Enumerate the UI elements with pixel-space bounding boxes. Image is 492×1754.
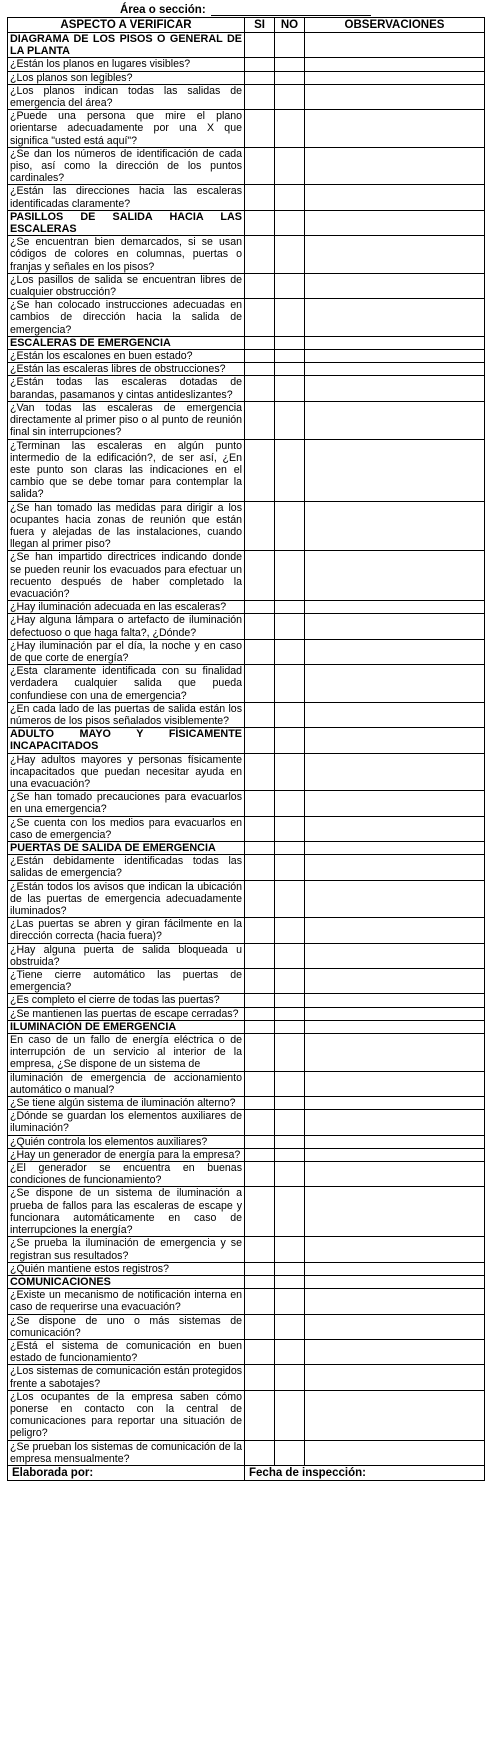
observations-cell[interactable] — [305, 376, 485, 401]
section-row — [8, 1275, 485, 1288]
observations-cell[interactable] — [305, 1289, 485, 1314]
yes-cell[interactable] — [245, 702, 275, 727]
yes-cell[interactable] — [245, 918, 275, 943]
question-text: ¿Se han impartido directrices indicando donde se pueden reunir los evacuados para efectuar un recuento después de haber completado la evacuación? — [8, 551, 245, 601]
question-text: ¿Hay alguna puerta de salida bloqueada u obstruida? — [8, 943, 245, 968]
question-text: ¿Se dan los números de identificación de cada piso, así como la dirección de los puntos cardinales? — [8, 147, 245, 185]
yes-cell[interactable] — [245, 1148, 275, 1161]
question-row — [8, 185, 485, 210]
yes-cell[interactable] — [245, 1187, 275, 1237]
question-text: ¿Hay adultos mayores y personas físicamente incapacitados que puedan necesitar ayuda en una evacuación? — [8, 753, 245, 791]
observations-cell[interactable] — [305, 969, 485, 994]
question-text: ¿Están todas las escaleras dotadas de barandas, pasamanos y cintas antideslizantes? — [8, 376, 245, 401]
yes-cell[interactable] — [245, 1162, 275, 1187]
no-cell[interactable] — [275, 614, 305, 639]
no-cell[interactable] — [275, 236, 305, 274]
no-cell[interactable] — [275, 71, 305, 84]
question-text: ¿En cada lado de las puertas de salida están los números de los pisos señalados visiblemente? — [8, 702, 245, 727]
observations-cell[interactable] — [305, 33, 485, 58]
no-cell[interactable] — [275, 376, 305, 401]
yes-cell[interactable] — [245, 376, 275, 401]
area-section-label: Área o sección: — [120, 4, 206, 16]
question-row — [8, 702, 485, 727]
question-text: ¿Hay iluminación par el día, la noche y en caso de que corte de energía? — [8, 639, 245, 664]
question-row — [8, 376, 485, 401]
question-text: ¿Es completo el cierre de todas las puertas? — [8, 994, 245, 1007]
observations-cell[interactable] — [305, 918, 485, 943]
observations-cell[interactable] — [305, 1314, 485, 1339]
question-text: ¿Esta claramente identificada con su finalidad verdadera cualquier salida que pueda confundiese con una de emergencia? — [8, 665, 245, 703]
question-row — [8, 273, 485, 298]
no-cell[interactable] — [275, 842, 305, 855]
yes-cell[interactable] — [245, 1262, 275, 1275]
observations-cell[interactable] — [305, 1339, 485, 1364]
question-row — [8, 791, 485, 816]
no-cell[interactable] — [275, 110, 305, 148]
question-text: ¿Están los planos en lugares visibles? — [8, 58, 245, 71]
question-row — [8, 816, 485, 841]
section-row — [8, 210, 485, 235]
question-text: ¿Tiene cierre automático las puertas de emergencia? — [8, 969, 245, 994]
question-text: ¿Están las direcciones hacia las escaleras identificadas claramente? — [8, 185, 245, 210]
observations-cell[interactable] — [305, 728, 485, 753]
observations-cell[interactable] — [305, 1187, 485, 1237]
checklist-table — [7, 17, 485, 1481]
question-text: ¿Dónde se guardan los elementos auxiliares de iluminación? — [8, 1110, 245, 1135]
no-cell[interactable] — [275, 439, 305, 501]
section-row — [8, 336, 485, 349]
question-row — [8, 1314, 485, 1339]
no-cell[interactable] — [275, 1289, 305, 1314]
yes-cell[interactable] — [245, 501, 275, 551]
yes-cell[interactable] — [245, 1237, 275, 1262]
section-row — [8, 1020, 485, 1033]
observations-cell[interactable] — [305, 639, 485, 664]
no-cell[interactable] — [275, 969, 305, 994]
question-text: ¿Puede una persona que mire el plano orientarse adecuadamente por una X que significa "usted está aquí"? — [8, 110, 245, 148]
question-row — [8, 943, 485, 968]
observations-cell[interactable] — [305, 273, 485, 298]
header-observations: OBSERVACIONES — [305, 18, 485, 33]
yes-cell[interactable] — [245, 1097, 275, 1110]
yes-cell[interactable] — [245, 969, 275, 994]
no-cell[interactable] — [275, 1187, 305, 1237]
question-text: ¿Terminan las escaleras en algún punto intermedio de la edificación?, de ser así, ¿En este punto son claras las indicaciones en el cambio que se debe tomar para contemplar la salida? — [8, 439, 245, 501]
observations-cell[interactable] — [305, 1365, 485, 1390]
question-row — [8, 350, 485, 363]
observations-cell[interactable] — [305, 350, 485, 363]
yes-cell[interactable] — [245, 1440, 275, 1465]
no-cell[interactable] — [275, 702, 305, 727]
yes-cell[interactable] — [245, 1020, 275, 1033]
no-cell[interactable] — [275, 1275, 305, 1288]
question-text: ¿Se han colocado instrucciones adecuadas en cambios de dirección hacia la salida de emergencia? — [8, 299, 245, 337]
no-cell[interactable] — [275, 147, 305, 185]
yes-cell[interactable] — [245, 601, 275, 614]
yes-cell[interactable] — [245, 147, 275, 185]
section-title: PUERTAS DE SALIDA DE EMERGENCIA — [8, 842, 245, 855]
observations-cell[interactable] — [305, 880, 485, 918]
observations-cell[interactable] — [305, 147, 485, 185]
section-row — [8, 33, 485, 58]
no-cell[interactable] — [275, 994, 305, 1007]
no-cell[interactable] — [275, 1162, 305, 1187]
no-cell[interactable] — [275, 1339, 305, 1364]
no-cell[interactable] — [275, 1148, 305, 1161]
no-cell[interactable] — [275, 1071, 305, 1096]
no-cell[interactable] — [275, 1007, 305, 1020]
no-cell[interactable] — [275, 350, 305, 363]
yes-cell[interactable] — [245, 185, 275, 210]
no-cell[interactable] — [275, 1262, 305, 1275]
observations-cell[interactable] — [305, 236, 485, 274]
section-title: ADULTO MAYO Y FÍSICAMENTE INCAPACITADOS — [8, 728, 245, 753]
yes-cell[interactable] — [245, 842, 275, 855]
question-row — [8, 147, 485, 185]
yes-cell[interactable] — [245, 791, 275, 816]
no-cell[interactable] — [275, 273, 305, 298]
no-cell[interactable] — [275, 855, 305, 880]
yes-cell[interactable] — [245, 1275, 275, 1288]
yes-cell[interactable] — [245, 58, 275, 71]
no-cell[interactable] — [275, 791, 305, 816]
question-row — [8, 994, 485, 1007]
no-cell[interactable] — [275, 1110, 305, 1135]
observations-cell[interactable] — [305, 58, 485, 71]
observations-cell[interactable] — [305, 702, 485, 727]
section-title: PASILLOS DE SALIDA HACIA LAS ESCALERAS — [8, 210, 245, 235]
yes-cell[interactable] — [245, 1110, 275, 1135]
no-cell[interactable] — [275, 1097, 305, 1110]
question-text: ¿Se mantienen las puertas de escape cerradas? — [8, 1007, 245, 1020]
question-text: iluminación de emergencia de accionamiento automático o manual? — [8, 1071, 245, 1096]
question-row — [8, 501, 485, 551]
observations-cell[interactable] — [305, 842, 485, 855]
question-text: ¿El generador se encuentra en buenas condiciones de funcionamiento? — [8, 1162, 245, 1187]
yes-cell[interactable] — [245, 665, 275, 703]
observations-cell[interactable] — [305, 1237, 485, 1262]
no-cell[interactable] — [275, 601, 305, 614]
no-cell[interactable] — [275, 501, 305, 551]
yes-cell[interactable] — [245, 728, 275, 753]
question-text: ¿Existe un mecanismo de notificación interna en caso de requerirse una evacuación? — [8, 1289, 245, 1314]
yes-cell[interactable] — [245, 110, 275, 148]
no-cell[interactable] — [275, 1314, 305, 1339]
table-header-row — [8, 18, 485, 33]
observations-cell[interactable] — [305, 439, 485, 501]
question-row — [8, 1187, 485, 1237]
observations-cell[interactable] — [305, 665, 485, 703]
observations-cell[interactable] — [305, 1071, 485, 1096]
question-text: ¿Los planos indican todas las salidas de emergencia del área? — [8, 84, 245, 109]
observations-cell[interactable] — [305, 994, 485, 1007]
section-title: DIAGRAMA DE LOS PISOS O GENERAL DE LA PLANTA — [8, 33, 245, 58]
yes-cell[interactable] — [245, 1314, 275, 1339]
question-text: ¿Están los escalones en buen estado? — [8, 350, 245, 363]
question-text: ¿Se dispone de un sistema de iluminación a prueba de fallos para las escaleras de escape y funcionara automáticamente en caso de interrupciones la energía? — [8, 1187, 245, 1237]
observations-cell[interactable] — [305, 1034, 485, 1072]
yes-cell[interactable] — [245, 1365, 275, 1390]
section-title: COMUNICACIONES — [8, 1275, 245, 1288]
question-text: ¿Se encuentran bien demarcados, si se usan códigos de colores en columnas, puertas o franjas y señales en los pisos? — [8, 236, 245, 274]
yes-cell[interactable] — [245, 210, 275, 235]
yes-cell[interactable] — [245, 551, 275, 601]
no-cell[interactable] — [275, 363, 305, 376]
question-row — [8, 753, 485, 791]
observations-cell[interactable] — [305, 336, 485, 349]
question-text: ¿Los planos son legibles? — [8, 71, 245, 84]
question-row — [8, 299, 485, 337]
header-no: NO — [275, 18, 305, 33]
question-row — [8, 71, 485, 84]
no-cell[interactable] — [275, 185, 305, 210]
area-section-line — [0, 2, 492, 18]
footer-row — [8, 1465, 485, 1480]
question-row — [8, 969, 485, 994]
question-row — [8, 614, 485, 639]
observations-cell[interactable] — [305, 1262, 485, 1275]
observations-cell[interactable] — [305, 614, 485, 639]
no-cell[interactable] — [275, 299, 305, 337]
question-text: ¿Se prueban los sistemas de comunicación de la empresa mensualmente? — [8, 1440, 245, 1465]
observations-cell[interactable] — [305, 363, 485, 376]
yes-cell[interactable] — [245, 336, 275, 349]
section-title: ILUMINACIÓN DE EMERGENCIA — [8, 1020, 245, 1033]
question-row — [8, 1440, 485, 1465]
no-cell[interactable] — [275, 753, 305, 791]
yes-cell[interactable] — [245, 1007, 275, 1020]
question-text: ¿Hay alguna lámpara o artefacto de iluminación defectuoso o que haga falta?, ¿Dónde? — [8, 614, 245, 639]
question-row — [8, 880, 485, 918]
question-text: ¿Se cuenta con los medios para evacuarlos en caso de emergencia? — [8, 816, 245, 841]
question-text: ¿Están todos los avisos que indican la ubicación de las puertas de emergencia adecuadamente iluminados? — [8, 880, 245, 918]
question-row — [8, 1289, 485, 1314]
yes-cell[interactable] — [245, 1339, 275, 1364]
section-row — [8, 728, 485, 753]
question-text: ¿Están las escaleras libres de obstrucciones? — [8, 363, 245, 376]
question-text: ¿Se han tomado precauciones para evacuarlos en una emergencia? — [8, 791, 245, 816]
observations-cell[interactable] — [305, 816, 485, 841]
no-cell[interactable] — [275, 210, 305, 235]
yes-cell[interactable] — [245, 439, 275, 501]
prepared-by-cell[interactable]: Elaborada por: — [8, 1465, 245, 1480]
yes-cell[interactable] — [245, 855, 275, 880]
question-row — [8, 665, 485, 703]
yes-cell[interactable] — [245, 299, 275, 337]
yes-cell[interactable] — [245, 753, 275, 791]
no-cell[interactable] — [275, 665, 305, 703]
question-text: ¿Los ocupantes de la empresa saben cómo ponerse en contacto con la central de comunicaciones para reportar una situación de peligro? — [8, 1390, 245, 1440]
yes-cell[interactable] — [245, 816, 275, 841]
question-row — [8, 439, 485, 501]
no-cell[interactable] — [275, 943, 305, 968]
observations-cell[interactable] — [305, 753, 485, 791]
yes-cell[interactable] — [245, 84, 275, 109]
question-text: ¿Se tiene algún sistema de iluminación alterno? — [8, 1097, 245, 1110]
no-cell[interactable] — [275, 336, 305, 349]
no-cell[interactable] — [275, 401, 305, 439]
no-cell[interactable] — [275, 918, 305, 943]
observations-cell[interactable] — [305, 1135, 485, 1148]
question-row — [8, 551, 485, 601]
question-row — [8, 855, 485, 880]
question-text: ¿Las puertas se abren y giran fácilmente en la dirección correcta (hacia fuera)? — [8, 918, 245, 943]
no-cell[interactable] — [275, 639, 305, 664]
no-cell[interactable] — [275, 1020, 305, 1033]
question-text: ¿Quién controla los elementos auxiliares? — [8, 1135, 245, 1148]
observations-cell[interactable] — [305, 855, 485, 880]
no-cell[interactable] — [275, 880, 305, 918]
no-cell[interactable] — [275, 58, 305, 71]
observations-cell[interactable] — [305, 1020, 485, 1033]
observations-cell[interactable] — [305, 185, 485, 210]
observations-cell[interactable] — [305, 1097, 485, 1110]
yes-cell[interactable] — [245, 880, 275, 918]
yes-cell[interactable] — [245, 943, 275, 968]
question-row — [8, 1034, 485, 1072]
no-cell[interactable] — [275, 728, 305, 753]
question-row — [8, 84, 485, 109]
yes-cell[interactable] — [245, 33, 275, 58]
no-cell[interactable] — [275, 84, 305, 109]
question-text: ¿Hay un generador de energía para la empresa? — [8, 1148, 245, 1161]
question-row — [8, 1339, 485, 1364]
observations-cell[interactable] — [305, 1110, 485, 1135]
question-text: ¿Los pasillos de salida se encuentran libres de cualquier obstrucción? — [8, 273, 245, 298]
question-row — [8, 601, 485, 614]
yes-cell[interactable] — [245, 363, 275, 376]
observations-cell[interactable] — [305, 401, 485, 439]
yes-cell[interactable] — [245, 236, 275, 274]
observations-cell[interactable] — [305, 84, 485, 109]
header-aspect: ASPECTO A VERIFICAR — [8, 18, 245, 33]
question-row — [8, 918, 485, 943]
yes-cell[interactable] — [245, 1071, 275, 1096]
observations-cell[interactable] — [305, 551, 485, 601]
yes-cell[interactable] — [245, 1289, 275, 1314]
question-text: ¿Quién mantiene estos registros? — [8, 1262, 245, 1275]
question-text: ¿Están debidamente identificadas todas las salidas de emergencia? — [8, 855, 245, 880]
observations-cell[interactable] — [305, 1148, 485, 1161]
observations-cell[interactable] — [305, 791, 485, 816]
question-row — [8, 1390, 485, 1440]
question-text: En caso de un fallo de energía eléctrica o de interrupción de un servicio al interior de la empresa, ¿Se dispone de un sistema de — [8, 1034, 245, 1072]
question-text: ¿Van todas las escaleras de emergencia directamente al primer piso o al punto de reunión final sin interrupciones? — [8, 401, 245, 439]
no-cell[interactable] — [275, 1034, 305, 1072]
question-text: ¿Se dispone de uno o más sistemas de comunicación? — [8, 1314, 245, 1339]
question-row — [8, 639, 485, 664]
no-cell[interactable] — [275, 551, 305, 601]
observations-cell[interactable] — [305, 1162, 485, 1187]
question-text: ¿Está el sistema de comunicación en buen estado de funcionamiento? — [8, 1339, 245, 1364]
yes-cell[interactable] — [245, 401, 275, 439]
observations-cell[interactable] — [305, 1275, 485, 1288]
question-row — [8, 363, 485, 376]
yes-cell[interactable] — [245, 614, 275, 639]
question-row — [8, 1162, 485, 1187]
yes-cell[interactable] — [245, 994, 275, 1007]
checklist-rows — [8, 33, 485, 1466]
yes-cell[interactable] — [245, 350, 275, 363]
observations-cell[interactable] — [305, 71, 485, 84]
question-text: ¿Se han tomado las medidas para dirigir a los ocupantes hacia zonas de reunión que están fuera y alejadas de las instalaciones, cuando llegan al primer piso? — [8, 501, 245, 551]
question-row — [8, 1135, 485, 1148]
question-text: ¿Los sistemas de comunicación están protegidos frente a sabotajes? — [8, 1365, 245, 1390]
observations-cell[interactable] — [305, 1390, 485, 1440]
question-row — [8, 1365, 485, 1390]
observations-cell[interactable] — [305, 299, 485, 337]
question-row — [8, 1097, 485, 1110]
yes-cell[interactable] — [245, 1034, 275, 1072]
observations-cell[interactable] — [305, 1007, 485, 1020]
observations-cell[interactable] — [305, 601, 485, 614]
observations-cell[interactable] — [305, 110, 485, 148]
observations-cell[interactable] — [305, 210, 485, 235]
yes-cell[interactable] — [245, 639, 275, 664]
question-row — [8, 1110, 485, 1135]
section-title: ESCALERAS DE EMERGENCIA — [8, 336, 245, 349]
inspection-date-cell[interactable]: Fecha de inspección: — [245, 1465, 485, 1480]
question-row — [8, 1148, 485, 1161]
yes-cell[interactable] — [245, 1390, 275, 1440]
area-section-blank[interactable] — [211, 15, 371, 16]
no-cell[interactable] — [275, 33, 305, 58]
question-row — [8, 1007, 485, 1020]
no-cell[interactable] — [275, 1135, 305, 1148]
question-row — [8, 1237, 485, 1262]
observations-cell[interactable] — [305, 501, 485, 551]
header-yes: SI — [245, 18, 275, 33]
observations-cell[interactable] — [305, 1440, 485, 1465]
no-cell[interactable] — [275, 1390, 305, 1440]
question-text: ¿Se prueba la iluminación de emergencia y se registran sus resultados? — [8, 1237, 245, 1262]
section-row — [8, 842, 485, 855]
question-row — [8, 1262, 485, 1275]
no-cell[interactable] — [275, 816, 305, 841]
no-cell[interactable] — [275, 1237, 305, 1262]
no-cell[interactable] — [275, 1365, 305, 1390]
yes-cell[interactable] — [245, 71, 275, 84]
question-text: ¿Hay iluminación adecuada en las escaleras? — [8, 601, 245, 614]
question-row — [8, 58, 485, 71]
no-cell[interactable] — [275, 1440, 305, 1465]
question-row — [8, 110, 485, 148]
question-row — [8, 401, 485, 439]
observations-cell[interactable] — [305, 943, 485, 968]
yes-cell[interactable] — [245, 1135, 275, 1148]
question-row — [8, 236, 485, 274]
question-row — [8, 1071, 485, 1096]
yes-cell[interactable] — [245, 273, 275, 298]
